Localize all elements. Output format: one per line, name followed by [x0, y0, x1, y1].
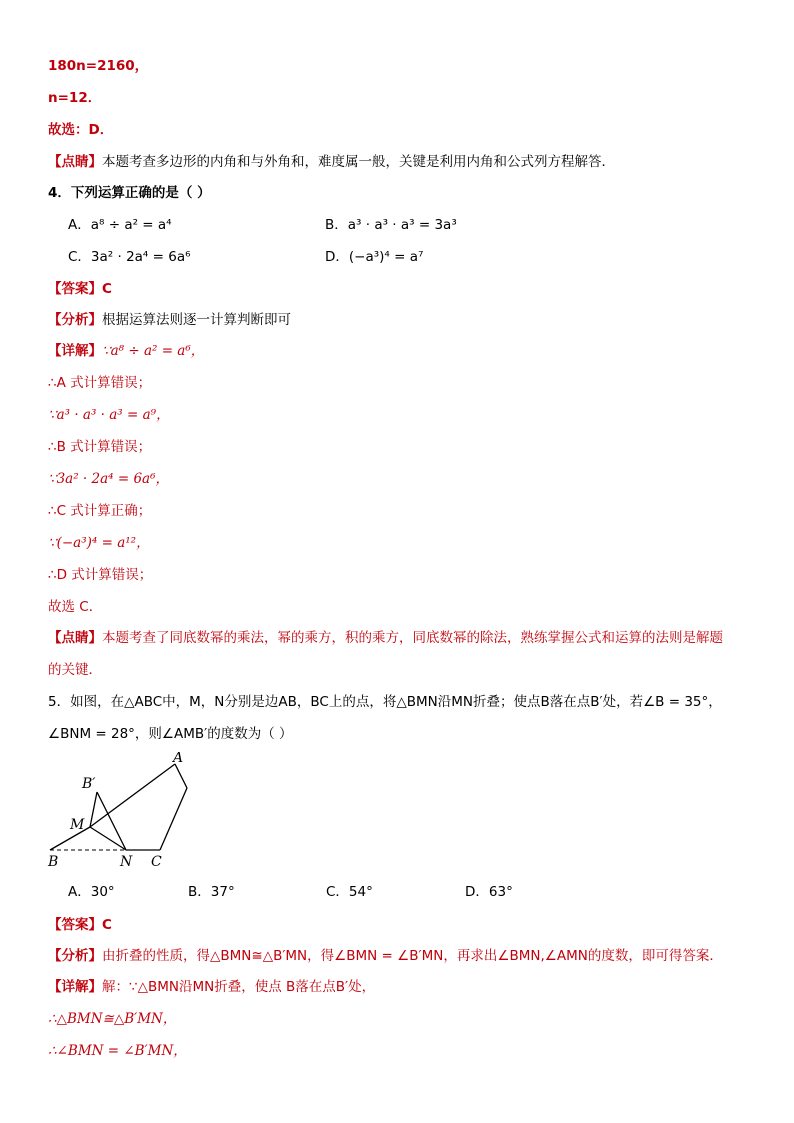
q4-option-b: B．a³ · a³ · a³ = 3a³	[325, 217, 457, 233]
answer-value: C	[102, 281, 112, 297]
analysis-text: 由折叠的性质，得△BMN≅△B′MN，得∠BMN = ∠B′MN，再求出∠BMN,∠AMN的度数，即可得答案．	[102, 948, 723, 964]
label-c: C	[151, 854, 162, 870]
label-m: M	[70, 817, 85, 833]
segment-ac-top	[175, 764, 187, 788]
remark-text: 本题考查了同底数幂的乘法，幂的乘方，积的乘方，同底数幂的除法，熟练掌握公式和运算的法则是解题	[102, 630, 723, 646]
question-5-stem: 5．如图，在△ABC中，M，N分别是边AB，BC上的点，将△BMN沿MN折叠；使点B落在点B′处，若∠B = 35°，	[48, 694, 722, 710]
segment-ma	[90, 764, 175, 827]
q4-detail	[48, 342, 204, 360]
segment-ac	[160, 788, 187, 850]
analysis-text: 根据运算法则逐一计算判断即可	[102, 312, 291, 328]
q4-detail-line: ∵(−a³)⁴ = a¹²，	[48, 535, 150, 551]
q4-detail-line: ∵3a² · 2a⁴ = 6a⁶，	[48, 471, 170, 487]
q4-detail-line: ∴A 式计算错误；	[48, 375, 152, 391]
q4-choice: 故选 C．	[48, 599, 103, 615]
q5-option-c: C．54°	[326, 884, 373, 900]
q5-analysis	[48, 947, 723, 965]
remark-text: 本题考查多边形的内角和与外角和，难度属一般，关键是利用内角和公式列方程解答．	[102, 154, 615, 170]
equation-line: n=12．	[48, 90, 102, 106]
q4-detail-line: ∴D 式计算错误；	[48, 567, 153, 583]
question-4-stem: 4．下列运算正确的是（ ）	[48, 185, 211, 201]
label-a: A	[173, 752, 184, 766]
remark-line	[48, 153, 615, 171]
answer-value: C	[102, 917, 112, 933]
q5-option-a: A．30°	[68, 884, 115, 900]
q5-option-b: B．37°	[188, 884, 235, 900]
detail-text: ∵a⁸ ÷ a² = a⁶，	[102, 343, 205, 359]
question-5-stem-cont: ∠BNM = 28°，则∠AMB′的度数为（ ）	[48, 726, 293, 742]
q5-detail-line: ∴∠BMN = ∠B′MN，	[48, 1043, 187, 1059]
label-b: B	[48, 854, 59, 870]
q5-detail	[48, 978, 375, 996]
q4-remark	[48, 629, 723, 647]
answer-tag: 【答案】	[48, 917, 102, 933]
q4-option-d: D．(−a³)⁴ = a⁷	[325, 249, 424, 265]
label-n: N	[120, 854, 133, 870]
remark-tag: 【点睛】	[48, 154, 102, 170]
q4-analysis	[48, 311, 291, 329]
q5-detail-line: ∴△BMN≅△B′MN，	[48, 1011, 177, 1027]
detail-tag: 【详解】	[48, 979, 102, 995]
remark-tag: 【点睛】	[48, 630, 102, 646]
detail-text: 解：∵△BMN沿MN折叠，使点 B落在点B′处，	[102, 979, 376, 995]
label-b-prime: B′	[82, 776, 96, 792]
q4-option-a: A．a⁸ ÷ a² = a⁴	[68, 217, 172, 233]
q5-option-d: D．63°	[465, 884, 513, 900]
q4-detail-line: ∵a³ · a³ · a³ = a⁹，	[48, 407, 170, 423]
q4-answer	[48, 280, 112, 298]
answer-tag: 【答案】	[48, 281, 102, 297]
choice-line: 故选：D．	[48, 122, 114, 138]
analysis-tag: 【分析】	[48, 948, 102, 964]
analysis-tag: 【分析】	[48, 312, 102, 328]
detail-tag: 【详解】	[48, 343, 102, 359]
segment-mbp	[90, 792, 97, 827]
q4-remark-cont: 的关键．	[48, 662, 102, 678]
equation-line: 180n=2160，	[48, 58, 149, 74]
q4-detail-line: ∴B 式计算错误；	[48, 439, 152, 455]
q5-answer	[48, 916, 112, 934]
q4-option-c: C．3a² · 2a⁴ = 6a⁶	[68, 249, 191, 265]
q4-detail-line: ∴C 式计算正确；	[48, 503, 152, 519]
triangle-figure	[40, 752, 200, 870]
